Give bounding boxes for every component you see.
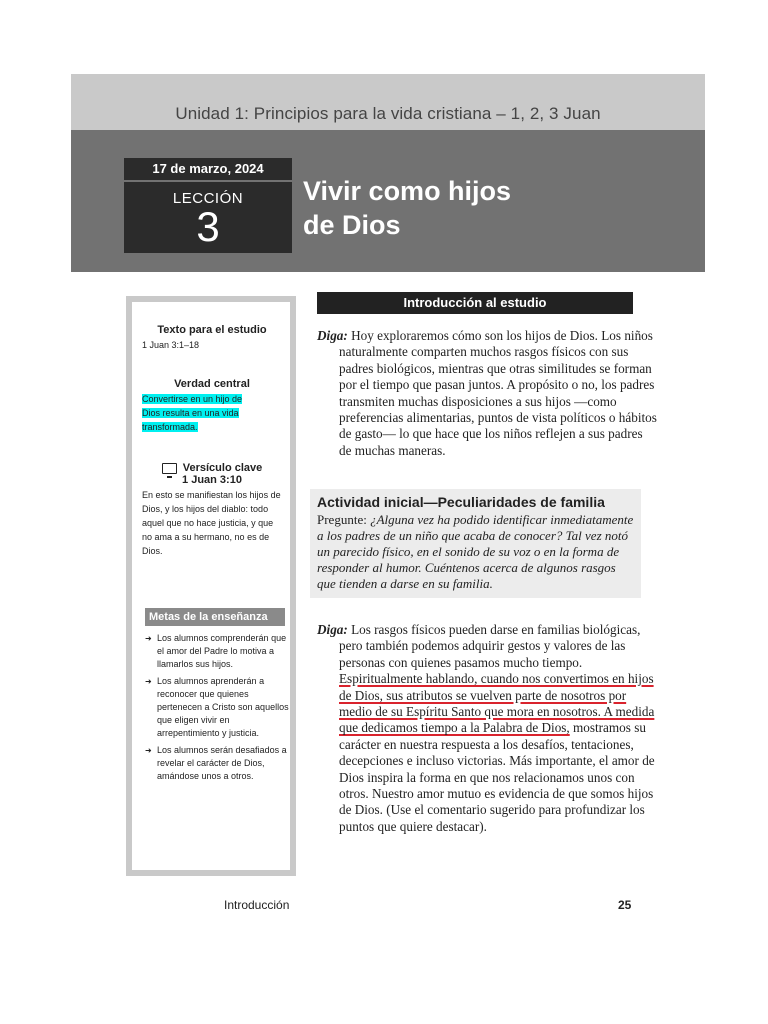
lesson-date: 17 de marzo, 2024 <box>124 158 292 180</box>
unit-title: Unidad 1: Principios para la vida cristiana – 1, 2, 3 Juan <box>175 104 601 123</box>
lesson-title <box>303 174 603 242</box>
diga-label: Diga: <box>317 328 348 343</box>
lesson-hero <box>71 130 705 272</box>
key-verse-section <box>142 462 282 558</box>
lesson-title-line1: Vivir como hijos <box>303 176 512 206</box>
lesson-number: 3 <box>196 203 220 250</box>
intro-banner: Introducción al estudio <box>317 292 633 314</box>
goals-heading: Metas de la enseñanza <box>145 608 285 626</box>
key-verse-heading-row <box>142 462 282 474</box>
activity-body <box>317 512 635 592</box>
goal-item: ➜ Los alumnos serán desafiados a revelar el carácter de Dios, amándose unos a otros. <box>145 744 291 783</box>
key-verse-text: En esto se manifiestan los hijos de Dios, y los hijos del diablo: todo aquel que no hace justicia, y que no ama a su hermano, no es de Dios. <box>142 490 281 556</box>
footer-page-number: 25 <box>618 898 632 912</box>
footer-section: Introducción <box>224 898 290 912</box>
unit-header <box>71 74 705 130</box>
activity-title: Actividad inicial—Peculiaridades de familia <box>317 494 605 510</box>
intro-paragraph-2-text-b: mostramos su carácter en nuestra respuesta a los desafíos, tentaciones, decepciones e incluso victorias. Más importante, el amor de Dios inspira la forma en que nos relacionamos unos con otros. Nuestro amor mutuo es evidencia de que somos hijos de Dios. (Use el comentario sugerido para profundizar los puntos que quiere destacar). <box>339 720 655 834</box>
activity-question: ¿Alguna vez ha podido identificar inmediatamente a los padres de un niño que acaba de conocer? Tal vez notó un parecido físico, en el sonido de su voz o en la forma de responder al humor. Cuéntenos acerca de algunos rasgos que tienden a darse en su familia. <box>317 512 634 591</box>
intro-paragraph-1 <box>317 328 657 459</box>
activity-lead: Pregunte: <box>317 512 367 527</box>
activity-box <box>310 489 641 598</box>
monitor-icon <box>162 463 177 474</box>
lesson-title-line2: de Dios <box>303 210 401 240</box>
intro-paragraph-1-text: Hoy exploraremos cómo son los hijos de Dios. Los niños naturalmente comparten muchos rasgos físicos con sus padres biológicos, mientras que otras similitudes se forman por el tiempo que pasan juntos. A propósito o no, los padres transmiten muchas disposiciones a sus hijos —como preferencias alimentarias, puntos de vista políticos o hábitos de gasto— lo que hace que los niños reflejen a sus padres de muchas maneras. <box>339 328 657 458</box>
central-truth-heading: Verdad central <box>174 378 250 390</box>
intro-paragraph-2-text-a: Los rasgos físicos pueden darse en familias biológicas, pero también podemos adquirir gestos y valores de las personas con quienes pasamos mucho tiempo. <box>339 622 641 670</box>
lesson-sidebar <box>126 296 296 876</box>
goals-list <box>145 632 291 787</box>
central-truth-text <box>142 392 262 434</box>
study-text-ref: 1 Juan 3:1–18 <box>142 340 200 350</box>
study-text-heading: Texto para el estudio <box>157 324 267 336</box>
key-verse-ref: 1 Juan 3:10 <box>182 474 242 486</box>
lesson-number-box <box>124 182 292 253</box>
goal-item: ➜ Los alumnos comprenderán que el amor del Padre lo motiva a llamarlos sus hijos. <box>145 632 291 671</box>
central-truth-highlight: Convertirse en un hijo de Dios resulta en una vida transformada. <box>142 394 243 432</box>
diga-label: Diga: <box>317 622 348 637</box>
goal-item: ➜ Los alumnos aprenderán a reconocer que quienes pertenecen a Cristo son aquellos que eligen vivir en arrepentimiento y justicia. <box>145 675 291 740</box>
study-text-section <box>142 324 282 352</box>
intro-paragraph-2-underlined: Espiritualmente hablando, cuando nos convertimos en hijos de Dios, sus atributos se vuelven parte de nosotros por medio de su Espíritu Santo que mora en nosotros. A medida que dedicamos tiempo a la Palabra de Dios, <box>339 671 655 736</box>
intro-paragraph-2 <box>317 622 657 835</box>
central-truth-section <box>142 378 282 434</box>
key-verse-heading: Versículo clave <box>182 462 263 474</box>
lesson-label: LECCIÓN <box>172 190 244 207</box>
